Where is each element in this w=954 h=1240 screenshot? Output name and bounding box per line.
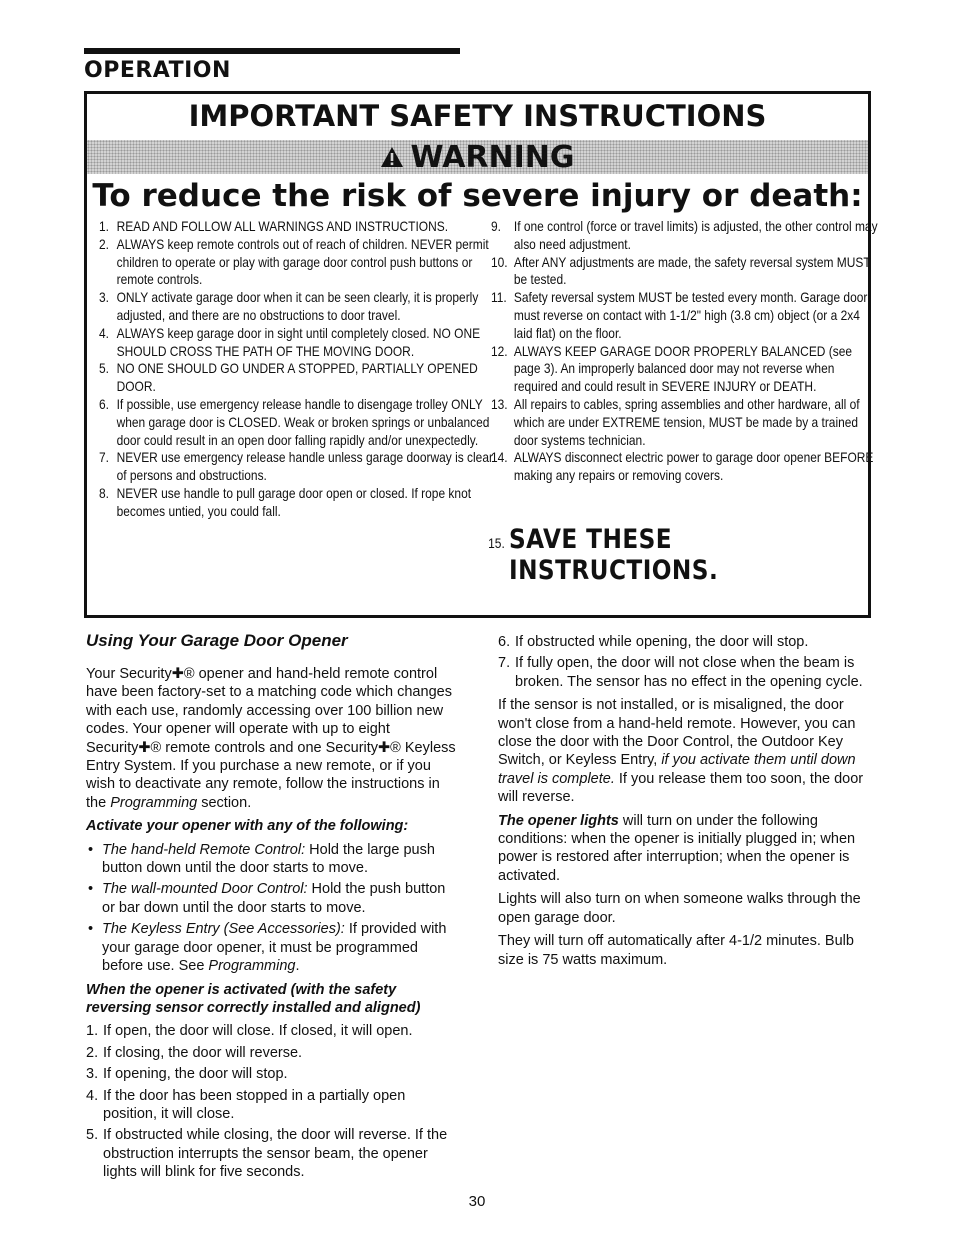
warning-triangle-icon — [380, 146, 404, 168]
warning-item — [99, 236, 495, 289]
item-number: 1. — [86, 1023, 99, 1040]
save-number: 15. — [488, 536, 505, 551]
activation-steps — [86, 1022, 458, 1181]
sensor-italic: if you activate them until down travel is complete. — [498, 752, 856, 787]
warning-label: WARNING — [410, 139, 575, 175]
section-label: OPERATION — [84, 58, 231, 83]
item-number: 11. — [491, 290, 507, 306]
top-rule — [84, 48, 460, 54]
item-text: Safety reversal system MUST be tested every month. Garage door must reverse on contact with 1-1/2" high (3.8 cm) object (or a 2x4 laid flat) on the floor. — [513, 290, 868, 341]
item-text: If closing, the door will reverse. — [103, 1044, 303, 1061]
item-text: If opening, the door will stop. — [103, 1066, 288, 1083]
item-text: All repairs to cables, spring assemblies and other hardware, all of which are under EXTREME tension, MUST be made by a trained door systems technician. — [513, 396, 860, 448]
page-number: 30 — [468, 1193, 486, 1210]
bullet-text: If provided with your garage door opener, it must be programmed before use. See — [102, 921, 447, 975]
step-item — [86, 1126, 458, 1181]
sensor-paragraph — [498, 696, 878, 806]
bullet-item — [86, 841, 458, 878]
intro-end: section. — [197, 794, 252, 811]
lights-bold: The opener lights — [498, 812, 619, 829]
bullet-text: Hold the push button or bar down until the door starts to move. — [102, 881, 446, 916]
item-text: After ANY adjustments are made, the safety reversal system MUST be tested. — [513, 254, 871, 288]
warning-item — [99, 396, 495, 449]
warning-item — [491, 254, 878, 290]
item-number: 2. — [86, 1044, 99, 1061]
safety-box — [84, 91, 878, 618]
item-text: If fully open, the door will not close when the beam is broken. The sensor has no effect in the opening cycle. — [515, 655, 863, 690]
warning-item — [99, 449, 495, 485]
bullet-dot-icon: • — [88, 881, 94, 898]
bullet-text: Hold the large push button down until the door starts to move. — [102, 841, 435, 877]
intro-paragraph — [86, 665, 458, 812]
warning-list-left — [99, 218, 495, 521]
bullet-item — [86, 880, 458, 917]
bullet-item — [86, 920, 458, 975]
item-text: NO ONE SHOULD GO UNDER A STOPPED, PARTIALLY OPENED DOOR. — [116, 361, 478, 395]
warning-item — [99, 485, 495, 521]
item-number: 3. — [86, 1066, 99, 1083]
item-text: ALWAYS KEEP GARAGE DOOR PROPERLY BALANCED (see page 3). An improperly balanced door may not reverse when required and could result in SEVERE INJURY or DEATH. — [513, 343, 853, 395]
item-text: NEVER use handle to pull garage door open or closed. If rope knot becomes untied, you could fall. — [116, 485, 472, 519]
item-number: 7. — [99, 450, 109, 466]
item-number: 5. — [86, 1127, 99, 1144]
lights-paragraph — [498, 812, 878, 886]
item-number: 12. — [491, 343, 508, 359]
item-number: 3. — [99, 290, 109, 306]
item-text: ONLY activate garage door when it can be seen clearly, it is properly adjusted, and there are no obstructions to door travel. — [116, 290, 479, 323]
item-text: READ AND FOLLOW ALL WARNINGS AND INSTRUCTIONS. — [116, 219, 449, 234]
warning-list-right — [491, 218, 878, 485]
lights-walk-paragraph: Lights will also turn on when someone walks through the open garage door. — [498, 891, 861, 926]
item-number: 8. — [99, 485, 109, 501]
bullet-dot-icon: • — [88, 921, 94, 938]
left-column — [86, 631, 458, 1187]
warning-item — [491, 343, 878, 396]
risk-title: To reduce the risk of severe injury or death: — [92, 178, 863, 214]
intro-text: Your Security✚® opener and hand-held remote control have been factory-set to a matching code which changes with each use, randomly accessing over 100 billion new codes. Your opener will operate with up to eight Security✚® remote controls and one Security✚® Keyless Entry System. If you purchase a new remote, or if you wish to deactivate any remote, follow the instructions in the — [86, 666, 456, 811]
item-text: ALWAYS keep remote controls out of reach of children. NEVER permit children to operate or play with garage door control push buttons or remote controls. — [116, 236, 489, 288]
bullet-italic2: Programming — [208, 958, 296, 975]
item-text: If one control (force or travel limits) is adjusted, the other control may also need adjustment. — [513, 219, 878, 252]
step-item — [86, 1065, 458, 1083]
warning-item — [99, 218, 495, 236]
warning-band — [87, 140, 868, 174]
warning-item — [491, 218, 878, 254]
warning-item — [99, 325, 495, 361]
bullet-end: . — [295, 958, 300, 975]
item-number: 13. — [491, 396, 508, 412]
warning-item — [491, 449, 878, 485]
bullet-italic: The hand-held Remote Control: — [102, 841, 306, 858]
warning-item — [99, 360, 495, 396]
item-number: 4. — [99, 325, 109, 341]
item-number: 7. — [498, 655, 511, 672]
item-number: 14. — [491, 450, 508, 466]
sensor-end: If you release them too soon, the door will reverse. — [498, 770, 864, 806]
step-item — [86, 1044, 458, 1062]
warning-item — [491, 396, 878, 449]
activate-bullets — [86, 841, 458, 976]
step-item — [86, 1087, 458, 1124]
item-text: If open, the door will close. If closed, it will open. — [103, 1023, 413, 1040]
step-item — [86, 1022, 458, 1040]
warning-item — [491, 289, 878, 342]
when-heading: When the opener is activated (with the safety reversing sensor correctly installed and aligned) — [86, 981, 421, 1016]
right-column — [498, 633, 878, 974]
item-number: 2. — [99, 236, 109, 252]
bullet-dot-icon: • — [88, 841, 94, 858]
item-number: 5. — [99, 361, 109, 377]
lights-text: will turn on under the following conditions: when the opener is initially plugged in; when power is restored after interruption; when the opener is activated. — [498, 812, 856, 884]
intro-italic: Programming — [110, 794, 198, 811]
step-item — [498, 633, 878, 651]
warning-item — [99, 289, 495, 325]
activation-steps-continued — [498, 633, 878, 691]
item-number: 6. — [99, 396, 109, 412]
sensor-text: If the sensor is not installed, or is misaligned, the door won't close from a hand-held remote. However, you can close the door with the Door Control, the Outdoor Key Switch, or Keyless Entry, — [498, 697, 856, 769]
lights-off-paragraph: They will turn off automatically after 4-1/2 minutes. Bulb size is 75 watts maximum. — [498, 933, 854, 968]
item-text: If the door has been stopped in a partially open position, it will close. — [103, 1087, 406, 1122]
item-text: If possible, use emergency release handle to disengage trolley ONLY when garage door is CLOSED. Weak or broken springs or unbalanced door could result in an open door falling rapidly and/or unexpectedly. — [116, 396, 490, 448]
item-number: 1. — [99, 219, 109, 234]
bullet-italic: The wall-mounted Door Control: — [102, 881, 308, 898]
item-text: If obstructed while opening, the door will stop. — [515, 634, 809, 650]
activate-heading: Activate your opener with any of the following: — [86, 818, 409, 835]
save-instructions — [487, 524, 868, 586]
save-text: SAVE THESE INSTRUCTIONS. — [508, 524, 719, 586]
item-text: ALWAYS keep garage door in sight until completely closed. NO ONE SHOULD CROSS THE PATH OF THE MOVING DOOR. — [116, 325, 481, 359]
item-text: NEVER use emergency release handle unless garage doorway is clear of persons and obstructions. — [116, 450, 493, 484]
step-item — [498, 654, 878, 691]
warning-label-wrap — [380, 140, 574, 175]
bullet-italic: The Keyless Entry (See Accessories): — [102, 921, 345, 938]
item-number: 6. — [498, 634, 511, 650]
using-opener-heading: Using Your Garage Door Opener — [86, 631, 348, 650]
item-number: 4. — [86, 1087, 99, 1104]
item-number: 9. — [491, 219, 501, 234]
safety-title: IMPORTANT SAFETY INSTRUCTIONS — [188, 99, 767, 133]
item-text: If obstructed while closing, the door will reverse. If the obstruction interrupts the sensor beam, the opener lights will blink for five seconds. — [103, 1127, 448, 1181]
item-number: 10. — [491, 254, 508, 270]
item-text: ALWAYS disconnect electric power to garage door opener BEFORE making any repairs or removing covers. — [513, 450, 874, 484]
